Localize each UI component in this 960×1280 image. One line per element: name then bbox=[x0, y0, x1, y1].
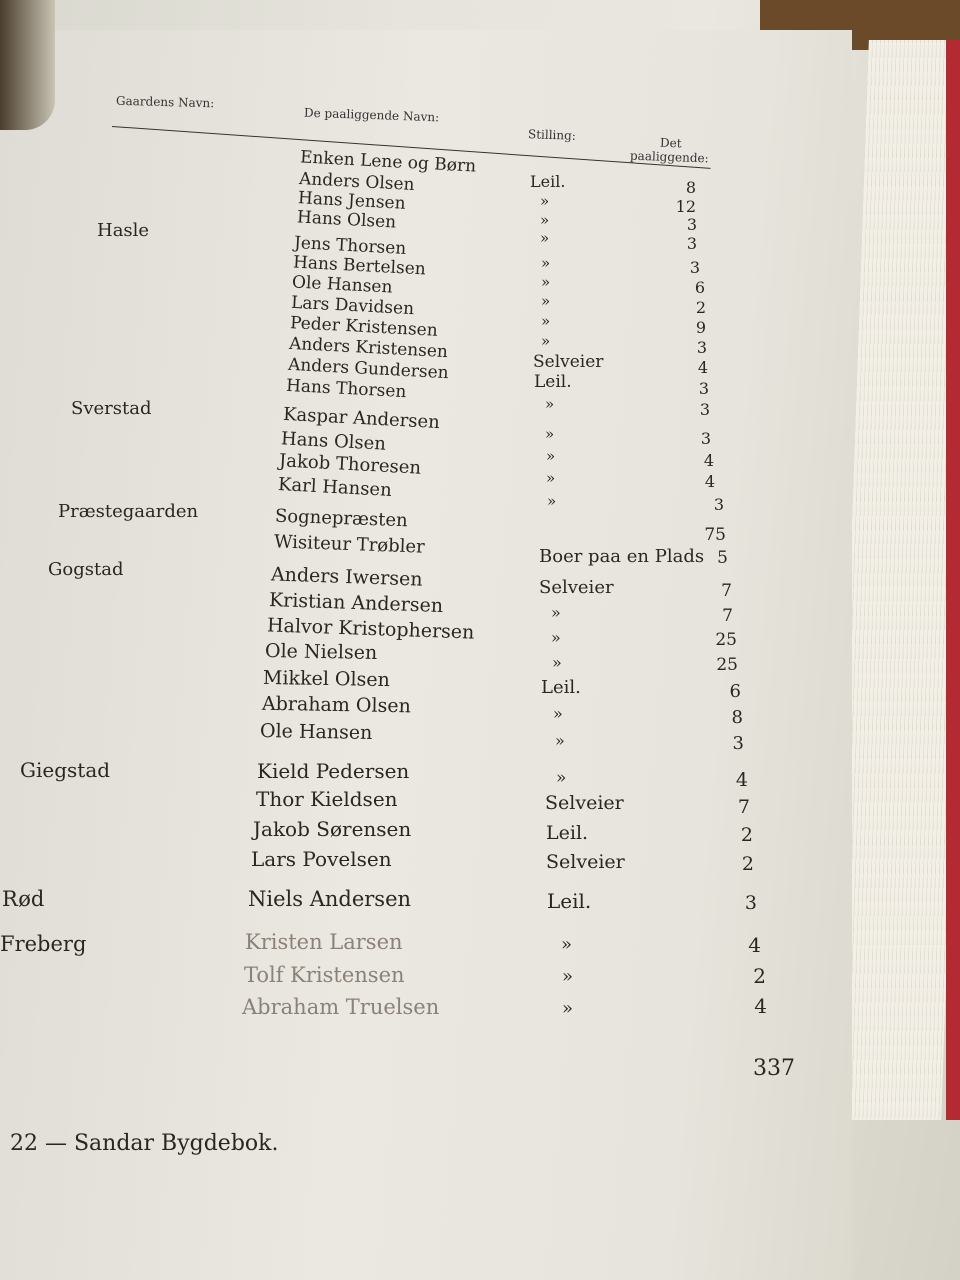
amount-value: 7 bbox=[721, 581, 732, 601]
amount-value: 4 bbox=[735, 769, 748, 791]
person-name: Sognepræsten bbox=[274, 505, 409, 532]
amount-value: 3 bbox=[686, 215, 697, 234]
person-name: Ole Hansen bbox=[259, 720, 373, 744]
position-value: » bbox=[541, 273, 551, 291]
position-value: Boer paa en Plads bbox=[539, 546, 705, 567]
amount-value: 3 bbox=[700, 429, 711, 448]
position-value: » bbox=[562, 966, 574, 987]
amount-value: 4 bbox=[748, 933, 761, 957]
header-farm-name: Gaardens Navn: bbox=[115, 93, 215, 111]
person-name: Abraham Olsen bbox=[261, 692, 411, 718]
farm-name: Gogstad bbox=[48, 559, 124, 580]
position-value: » bbox=[545, 425, 555, 443]
amount-value: 75 bbox=[704, 525, 726, 545]
farm-name: Sverstad bbox=[71, 398, 152, 419]
position-value: » bbox=[541, 312, 551, 330]
header-names: De paaliggende Navn: bbox=[303, 105, 440, 125]
position-value: Leil. bbox=[530, 172, 566, 191]
header-position: Stilling: bbox=[527, 127, 577, 143]
farm-name: Freberg bbox=[0, 932, 87, 956]
person-name: Hans Bertelsen bbox=[292, 252, 427, 280]
amount-value: 4 bbox=[704, 472, 715, 491]
farm-name: Giegstad bbox=[20, 758, 111, 782]
person-name: Hans Olsen bbox=[296, 207, 397, 233]
person-name: Hans Olsen bbox=[280, 428, 387, 455]
person-name: Abraham Truelsen bbox=[242, 995, 440, 1019]
amount-value: 3 bbox=[689, 258, 700, 277]
position-value: Selveier bbox=[545, 792, 624, 814]
amount-value: 25 bbox=[716, 655, 738, 675]
person-name: Anders Iwersen bbox=[270, 563, 423, 591]
position-value: » bbox=[547, 492, 557, 510]
amount-value: 2 bbox=[741, 853, 754, 875]
page-footer: 22 — Sandar Bygdebok. bbox=[10, 1131, 279, 1156]
amount-value: 2 bbox=[695, 298, 706, 317]
position-value: » bbox=[546, 469, 556, 487]
person-name: Kaspar Andersen bbox=[282, 403, 441, 434]
person-name: Kield Pedersen bbox=[257, 759, 410, 783]
amount-value: 3 bbox=[698, 379, 709, 398]
amount-value: 7 bbox=[722, 606, 733, 626]
amount-value: 4 bbox=[697, 358, 708, 377]
amount-value: 3 bbox=[699, 400, 710, 419]
person-name: Wisiteur Trøbler bbox=[273, 531, 426, 558]
person-name: Enken Lene og Børn bbox=[299, 147, 477, 177]
amount-value: 4 bbox=[703, 451, 714, 470]
person-name: Kristian Andersen bbox=[268, 588, 444, 618]
position-value: » bbox=[540, 229, 550, 247]
person-name: Kristen Larsen bbox=[245, 930, 403, 954]
person-name: Hans Thorsen bbox=[285, 375, 407, 403]
person-name: Tolf Kristensen bbox=[244, 963, 405, 987]
amount-value: 3 bbox=[686, 234, 697, 253]
amount-value: 3 bbox=[732, 733, 744, 754]
position-value: Leil. bbox=[534, 372, 572, 392]
person-name: Ole Nielsen bbox=[264, 640, 378, 664]
person-name: Jens Thorsen bbox=[293, 233, 407, 259]
person-name: Lars Povelsen bbox=[251, 847, 392, 871]
position-value: » bbox=[555, 731, 565, 750]
position-value: Leil. bbox=[547, 889, 592, 913]
person-name: Niels Andersen bbox=[248, 887, 412, 911]
person-name: Jakob Thoresen bbox=[278, 450, 422, 479]
position-value: » bbox=[556, 768, 567, 788]
person-name: Karl Hansen bbox=[277, 474, 393, 501]
amount-value: 5 bbox=[717, 548, 728, 568]
amount-value: 8 bbox=[731, 707, 743, 728]
position-value: Selveier bbox=[539, 577, 614, 598]
farm-name: Hasle bbox=[97, 220, 150, 241]
person-name: Thor Kieldsen bbox=[256, 787, 398, 811]
farm-name: Rød bbox=[2, 887, 45, 911]
header-due-line2: paaliggende: bbox=[629, 148, 709, 166]
person-name: Halvor Kristophersen bbox=[266, 614, 475, 644]
position-value: » bbox=[540, 192, 550, 210]
position-value: » bbox=[541, 254, 551, 272]
position-value: Selveier bbox=[533, 352, 604, 372]
position-value: » bbox=[553, 704, 563, 723]
amount-value: 8 bbox=[685, 178, 696, 197]
amount-value: 3 bbox=[713, 495, 724, 514]
amount-value: 4 bbox=[754, 994, 767, 1018]
position-value: » bbox=[551, 628, 561, 647]
amount-value: 12 bbox=[675, 197, 696, 216]
amount-value: 25 bbox=[715, 630, 737, 650]
amount-value: 6 bbox=[729, 681, 741, 702]
position-value: » bbox=[552, 653, 562, 672]
facing-page-corner bbox=[0, 0, 55, 130]
amount-value: 6 bbox=[694, 278, 705, 297]
farm-name: Præstegaarden bbox=[58, 501, 199, 522]
amount-value: 9 bbox=[695, 318, 706, 337]
header-due-line1: Det bbox=[659, 135, 682, 151]
position-value: » bbox=[562, 998, 574, 1019]
position-value: » bbox=[541, 332, 551, 350]
amount-value: 3 bbox=[696, 338, 707, 357]
position-value: » bbox=[545, 395, 555, 413]
person-name: Anders Kristensen bbox=[288, 333, 449, 363]
person-name: Anders Gundersen bbox=[287, 354, 450, 384]
person-name: Ole Hansen bbox=[291, 272, 393, 298]
person-name: Mikkel Olsen bbox=[262, 666, 390, 692]
person-name: Peder Kristensen bbox=[289, 313, 439, 341]
amount-value: 2 bbox=[740, 824, 753, 846]
person-name: Lars Davidsen bbox=[290, 292, 415, 320]
position-value: » bbox=[551, 603, 561, 622]
position-value: » bbox=[541, 292, 551, 310]
amount-value: 7 bbox=[737, 796, 750, 818]
position-value: » bbox=[546, 447, 556, 465]
person-name: Hans Jensen bbox=[297, 188, 407, 214]
position-value: Selveier bbox=[546, 851, 625, 873]
amount-value: 2 bbox=[753, 964, 766, 988]
position-value: Leil. bbox=[546, 822, 589, 844]
page-number: 337 bbox=[753, 1056, 795, 1081]
position-value: » bbox=[561, 934, 573, 955]
person-name: Jakob Sørensen bbox=[253, 817, 412, 841]
book-cover-edge bbox=[946, 40, 960, 1120]
position-value: » bbox=[540, 211, 550, 229]
person-name: Anders Olsen bbox=[298, 168, 415, 196]
amount-value: 3 bbox=[744, 892, 757, 914]
position-value: Leil. bbox=[541, 677, 581, 698]
